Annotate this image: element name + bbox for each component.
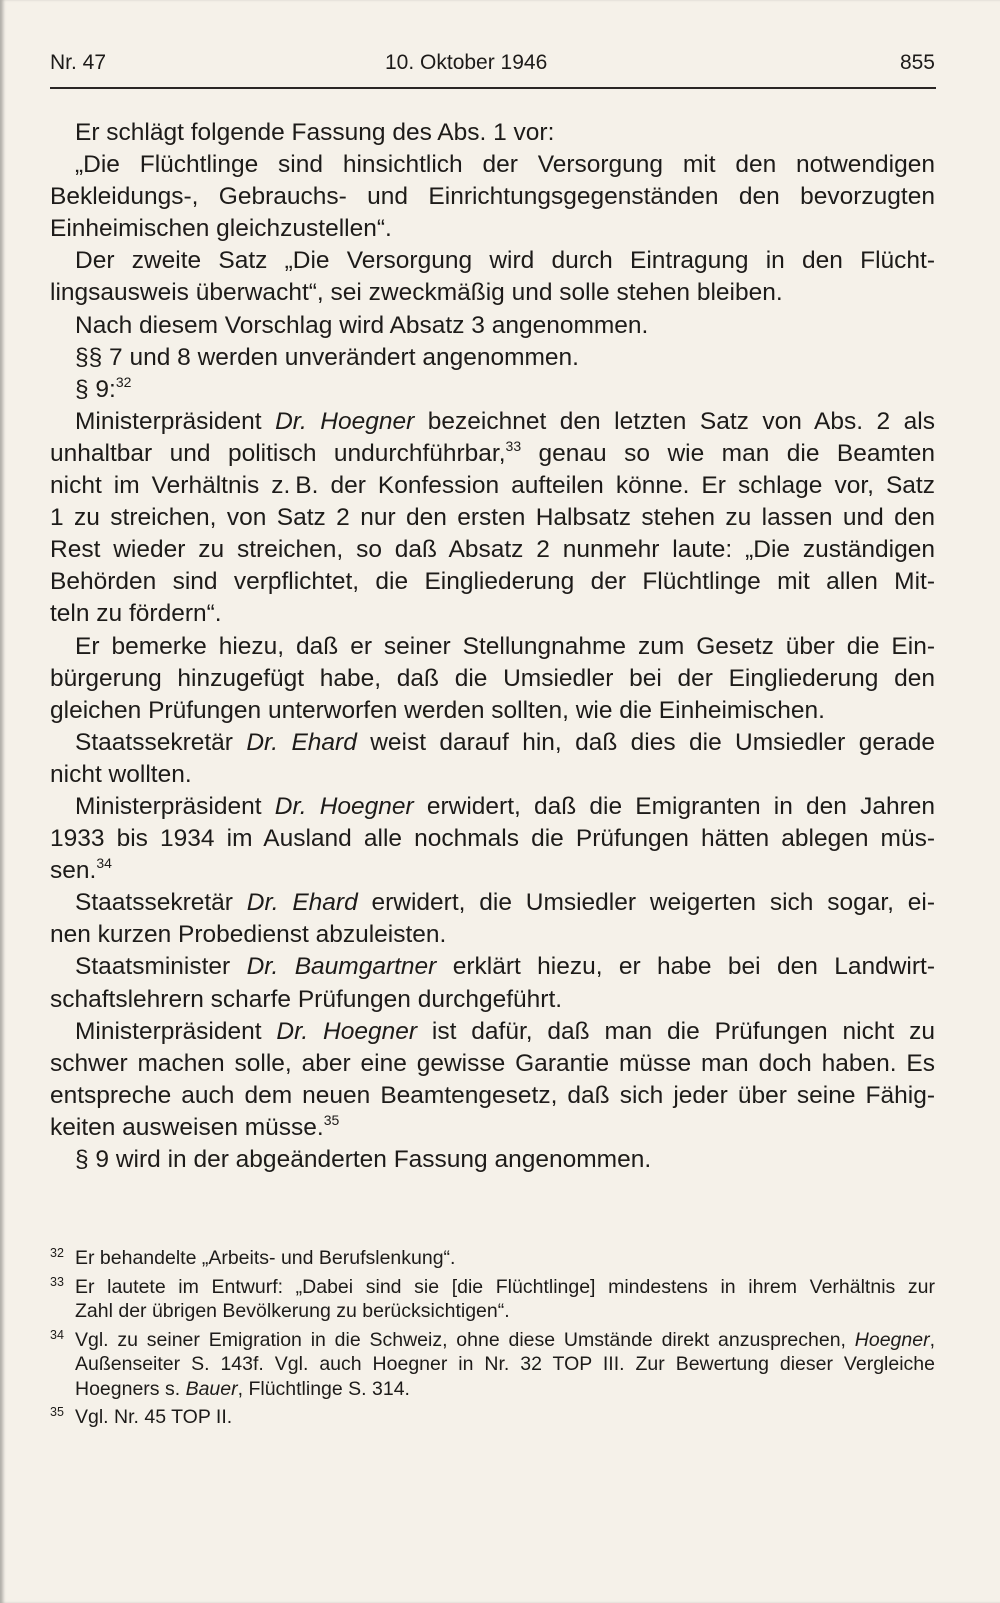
footnote bbox=[50, 1328, 935, 1402]
text-run: Einheimischen gleichzustellen“. bbox=[50, 215, 392, 243]
text-run: ist dafür, daß man die Prüfungen nicht zu bbox=[417, 1017, 936, 1045]
text-run: Außenseiter S. 143f. Vgl. auch Hoegner in Nr. 32 TOP III. Zur Bewertung dieser Vergleiche bbox=[75, 1353, 935, 1375]
text-line bbox=[50, 310, 935, 342]
text-line bbox=[50, 984, 935, 1016]
text-run: weist darauf hin, daß dies die Umsiedler gerade bbox=[356, 728, 935, 756]
text-line bbox=[50, 919, 935, 951]
text-line bbox=[50, 213, 935, 245]
footnote bbox=[50, 1246, 935, 1271]
text-run: entspreche auch dem neuen Beamtengesetz, daß sich jeder über seine Fähig- bbox=[50, 1081, 935, 1109]
text-run: nicht wollten. bbox=[50, 760, 192, 788]
text-line bbox=[50, 727, 935, 759]
text-run: Ministerpräsident bbox=[75, 407, 276, 435]
footnote-line bbox=[75, 1405, 935, 1430]
emphasized-text: Dr. Ehard bbox=[246, 889, 358, 917]
text-line bbox=[50, 951, 935, 983]
text-line bbox=[50, 695, 935, 727]
footnote-reference: 32 bbox=[115, 373, 132, 390]
header-rule bbox=[50, 87, 936, 89]
footnote-number: 33 bbox=[50, 1274, 64, 1289]
text-run: sen. bbox=[50, 857, 97, 885]
header-date: 10. Oktober 1946 bbox=[385, 51, 548, 74]
text-run: erklärt hiezu, er habe bei den Landwirt- bbox=[436, 953, 935, 981]
text-run: Rest wieder zu streichen, so daß Absatz 2 nunmehr laute: „Die zuständigen bbox=[50, 536, 935, 564]
text-line bbox=[50, 149, 935, 181]
text-run: erwidert, die Umsiedler weigerten sich sogar, ei- bbox=[357, 889, 935, 917]
paragraph bbox=[50, 342, 935, 374]
text-line bbox=[50, 1080, 935, 1112]
footnote-reference: 35 bbox=[323, 1111, 340, 1128]
text-run: Er schlägt folgende Fassung des Abs. 1 vor: bbox=[75, 119, 555, 146]
footnote-line bbox=[75, 1328, 935, 1353]
text-line bbox=[50, 1144, 935, 1176]
footnote-line bbox=[75, 1377, 935, 1402]
text-run: 1933 bis 1934 im Ausland alle nochmals die Prüfungen hätten ablegen müs- bbox=[50, 825, 935, 853]
text-line bbox=[50, 1016, 935, 1048]
text-run: 1 zu streichen, von Satz 2 nur den ersten Halbsatz stehen zu lassen und den bbox=[50, 504, 935, 532]
paragraph bbox=[50, 374, 935, 406]
paragraph bbox=[50, 1016, 935, 1144]
text-line bbox=[50, 663, 935, 695]
text-run: Vgl. zu seiner Emigration in die Schweiz, ohne diese Umstände direkt anzusprechen, bbox=[75, 1328, 855, 1351]
text-line bbox=[50, 534, 935, 566]
emphasized-text: Dr. Ehard bbox=[246, 728, 357, 756]
text-line bbox=[50, 791, 935, 823]
text-run: Ministerpräsident bbox=[75, 792, 275, 820]
paragraph bbox=[50, 951, 935, 1015]
footnote-line bbox=[75, 1352, 935, 1377]
text-run: , Flüchtlinge S. 314. bbox=[237, 1377, 410, 1400]
text-run: § 9: bbox=[75, 375, 116, 403]
footnote bbox=[50, 1275, 935, 1324]
text-run: §§ 7 und 8 werden unverändert angenommen. bbox=[75, 343, 579, 371]
text-run: Hoegners s. bbox=[75, 1377, 186, 1400]
text-run: teln zu fördern“. bbox=[50, 600, 222, 628]
paragraph bbox=[50, 631, 935, 727]
text-line bbox=[50, 470, 935, 502]
text-run: keiten ausweisen müsse. bbox=[50, 1113, 324, 1141]
text-line bbox=[50, 887, 935, 919]
emphasized-text: Bauer bbox=[185, 1377, 238, 1400]
text-line bbox=[50, 181, 935, 213]
text-run: , bbox=[929, 1328, 935, 1351]
text-run: gleichen Prüfungen unterworfen werden sollten, wie die Einheimischen. bbox=[50, 696, 825, 724]
text-run: Staatsminister bbox=[75, 953, 247, 981]
text-run: erwidert, daß die Emigranten in den Jahren bbox=[413, 792, 935, 820]
text-run: nicht im Verhältnis z. B. der Konfession aufteilen könne. Er schlage vor, Satz bbox=[50, 472, 935, 500]
text-line bbox=[50, 438, 935, 470]
text-line bbox=[50, 374, 935, 406]
text-line bbox=[50, 855, 935, 887]
page-number: 855 bbox=[899, 51, 935, 74]
paragraph bbox=[50, 310, 935, 342]
text-run: Vgl. Nr. 45 TOP II. bbox=[75, 1406, 233, 1428]
paragraph bbox=[50, 149, 935, 245]
text-run: schwer machen solle, aber eine gewisse Garantie müsse man doch haben. Es bbox=[50, 1049, 935, 1077]
text-run: Nach diesem Vorschlag wird Absatz 3 angenommen. bbox=[75, 311, 649, 339]
text-run: Er behandelte „Arbeits- und Berufslenkung“. bbox=[75, 1247, 456, 1269]
text-run: § 9 wird in der abgeänderten Fassung angenommen. bbox=[75, 1146, 652, 1173]
text-line bbox=[50, 631, 935, 663]
text-line bbox=[50, 277, 935, 309]
text-run: unhaltbar und politisch undurchführbar, bbox=[50, 439, 506, 467]
text-run: nen kurzen Probedienst abzuleisten. bbox=[50, 921, 447, 949]
emphasized-text: Dr. Baumgartner bbox=[246, 953, 437, 981]
emphasized-text: Hoegner bbox=[854, 1328, 930, 1351]
text-line bbox=[50, 759, 935, 791]
text-line bbox=[50, 823, 935, 855]
footnote bbox=[50, 1405, 935, 1430]
footnote-line bbox=[75, 1246, 935, 1271]
text-line bbox=[50, 1048, 935, 1080]
footnote-line bbox=[75, 1275, 935, 1300]
text-line bbox=[50, 245, 935, 277]
footnote-reference: 33 bbox=[505, 437, 522, 454]
footnote-line bbox=[75, 1299, 935, 1324]
footnotes bbox=[50, 1246, 935, 1430]
text-run: lingsausweis überwacht“, sei zweckmäßig und solle stehen bleiben. bbox=[50, 279, 783, 307]
paragraph bbox=[50, 791, 935, 887]
text-run: bürgerung hinzugefügt habe, daß die Umsiedler bei der Eingliederung den bbox=[50, 664, 935, 692]
text-line bbox=[50, 598, 935, 630]
body-text bbox=[50, 117, 935, 1176]
footnote-number: 32 bbox=[50, 1246, 64, 1260]
text-run: Staatssekretär bbox=[75, 889, 247, 917]
emphasized-text: Dr. Hoegner bbox=[274, 792, 414, 820]
paragraph bbox=[50, 406, 935, 631]
text-run: Der zweite Satz „Die Versorgung wird durch Eintragung in den Flücht- bbox=[75, 247, 935, 275]
paragraph bbox=[50, 245, 935, 309]
text-run: bezeichnet den letzten Satz von Abs. 2 als bbox=[414, 407, 935, 435]
text-run: „Die Flüchtlinge sind hinsichtlich der Versorgung mit den notwendigen bbox=[75, 151, 935, 179]
paragraph bbox=[50, 117, 935, 149]
text-line bbox=[50, 1112, 935, 1144]
text-run: Er lautete im Entwurf: „Dabei sind sie [die Flüchtlinge] mindestens in ihrem Verhältnis zur bbox=[75, 1275, 935, 1298]
text-line bbox=[50, 342, 935, 374]
text-run: Bekleidungs-, Gebrauchs- und Einrichtungsgegenständen den bevorzugten bbox=[50, 183, 935, 211]
text-run: Behörden sind verpflichtet, die Eingliederung der Flüchtlinge mit allen Mit- bbox=[50, 568, 935, 596]
text-run: Staatssekretär bbox=[75, 728, 247, 756]
footnote-number: 34 bbox=[50, 1327, 64, 1342]
paragraph bbox=[50, 727, 935, 791]
paragraph bbox=[50, 1144, 935, 1176]
footnote-reference: 34 bbox=[96, 855, 112, 872]
emphasized-text: Dr. Hoegner bbox=[276, 1017, 418, 1045]
emphasized-text: Dr. Hoegner bbox=[275, 407, 415, 435]
footnote-number: 35 bbox=[50, 1405, 64, 1419]
text-line bbox=[50, 502, 935, 534]
text-line bbox=[50, 406, 935, 438]
text-run: Ministerpräsident bbox=[75, 1017, 277, 1045]
text-line bbox=[50, 566, 935, 598]
text-run: schaftslehrern scharfe Prüfungen durchgeführt. bbox=[50, 985, 563, 1013]
paragraph bbox=[50, 887, 935, 951]
issue-number: Nr. 47 bbox=[50, 51, 107, 74]
text-run: Zahl der übrigen Bevölkerung zu berücksichtigen“. bbox=[75, 1300, 510, 1322]
text-run: genau so wie man die Beamten bbox=[521, 439, 935, 467]
text-run: Er bemerke hiezu, daß er seiner Stellungnahme zum Gesetz über die Ein- bbox=[75, 632, 935, 660]
text-line bbox=[50, 117, 935, 149]
